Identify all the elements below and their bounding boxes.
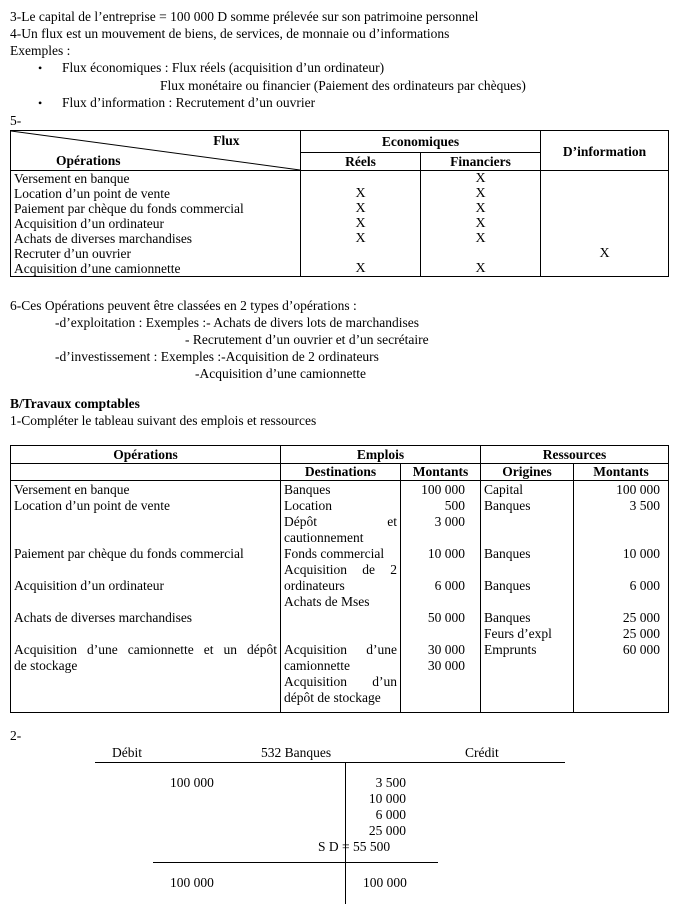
operations-header-label: Opérations	[56, 153, 121, 168]
operation-cell: Acquisition d’une camionnette	[11, 261, 301, 277]
t-account-top-rule	[95, 762, 565, 763]
economiques-header: Economiques	[301, 131, 541, 153]
montants-emplois-column-line	[404, 530, 477, 546]
classification-line: - Recrutement d’un ouvrier et d’un secrétaire	[185, 332, 429, 347]
operation-cell: Location d’un point de vente	[11, 186, 301, 201]
destinations-column	[281, 481, 401, 713]
origines-column-line	[484, 562, 570, 578]
flux-table-row	[11, 216, 669, 231]
debit-entry: 100 000	[170, 775, 214, 790]
operation-cell: Paiement par chèque du fonds commercial	[11, 201, 301, 216]
economic-flux-text: Flux économiques : Flux réels (acquisition d’un ordinateur)	[62, 60, 385, 75]
credit-total: 100 000	[363, 875, 407, 890]
operations-column-line	[14, 530, 277, 546]
operation-cell: Acquisition d’un ordinateur	[11, 216, 301, 231]
flux-mark-cell: X	[421, 201, 541, 216]
t-account-532-banques	[0, 744, 678, 904]
montants-ressources-column-line: 3 500	[629, 498, 661, 513]
montants-ressources-column-line	[577, 514, 665, 530]
montants-ressources-column-line	[577, 674, 665, 690]
emplois-table-header-row-2	[11, 464, 669, 481]
operations-column-line	[14, 674, 277, 690]
credit-entries	[348, 775, 406, 839]
operation-cell: Recruter d’un ouvrier	[11, 246, 301, 261]
flux-table-row	[11, 246, 669, 261]
montants-ressources-column-line	[577, 530, 665, 546]
montants-ressources-column-line: 100 000	[616, 482, 661, 497]
montants-emplois-column-line	[404, 626, 477, 642]
credit-label: Crédit	[465, 745, 499, 760]
montants-emplois-column-line: 50 000	[427, 610, 466, 625]
montants-emplois-column-line: 30 000	[427, 658, 466, 673]
destinations-column-line: Banques	[284, 482, 331, 497]
flux-header-label: Flux	[213, 133, 240, 148]
flux-mark-cell: X	[421, 261, 541, 277]
montants-emplois-header: Montants	[401, 464, 481, 481]
operations-column-line: Versement en banque	[14, 482, 130, 497]
flux-table-row	[11, 201, 669, 216]
operation-cell: Versement en banque	[11, 171, 301, 187]
flux-mark-cell: X	[301, 231, 421, 246]
examples-label: Exemples :	[10, 43, 71, 58]
classification-line: -d’investissement : Exemples :-Acquisition de 2 ordinateurs	[55, 349, 379, 364]
classification-section	[10, 297, 668, 382]
intro-line-4: 4-Un flux est un mouvement de biens, de services, de monnaie ou d’informations	[10, 26, 450, 41]
flux-mark-cell	[541, 186, 669, 201]
origines-column-line	[484, 674, 570, 690]
montants-emplois-column-line	[404, 690, 477, 706]
montants-emplois-column-line: 100 000	[421, 482, 466, 497]
operations-column-line	[14, 626, 277, 642]
operation-cell: Achats de diverses marchandises	[11, 231, 301, 246]
origines-header: Origines	[481, 464, 574, 481]
credit-total-rule	[346, 862, 438, 863]
destinations-header: Destinations	[281, 464, 401, 481]
classification-title: 6-Ces Opérations peuvent être classées en 2 types d’opérations :	[10, 298, 357, 313]
destinations-column-line: ordinateurs	[284, 578, 345, 593]
emplois-table-header-row-1	[11, 446, 669, 464]
emplois-ressources-table	[10, 445, 669, 713]
credit-entry: 25 000	[368, 823, 406, 838]
flux-mark-cell: X	[301, 261, 421, 277]
debit-total: 100 000	[170, 875, 214, 890]
montants-emplois-column-line: 3 000	[434, 514, 466, 529]
classification-lines	[10, 314, 668, 382]
flux-operations-header-cell	[11, 131, 301, 171]
ressources-header: Ressources	[481, 446, 669, 464]
operations-header: Opérations	[11, 446, 281, 464]
debit-entries	[170, 775, 214, 791]
origines-column-line	[484, 658, 570, 674]
destinations-column-line: Fonds commercial	[284, 546, 385, 561]
destinations-column-line: Acquisition d’un	[284, 674, 397, 689]
origines-column	[481, 481, 574, 713]
montants-ressources-column-line	[577, 658, 665, 674]
montants-emplois-column-line: 30 000	[427, 642, 466, 657]
destinations-column-line: cautionnement	[284, 530, 364, 545]
section-b-title: B/Travaux comptables	[10, 396, 140, 411]
bullet-icon: •	[38, 96, 43, 110]
emplois-table-body-row	[11, 481, 669, 713]
montants-ressources-column-line: 60 000	[622, 642, 661, 657]
montants-emplois-column-line	[404, 674, 477, 690]
montants-emplois-column-line	[404, 594, 477, 610]
operations-column-line	[14, 562, 277, 578]
bullet-icon: •	[38, 61, 43, 75]
destinations-column-line: Achats de Mses	[284, 594, 370, 609]
origines-column-line	[484, 514, 570, 530]
origines-column-line: Emprunts	[484, 642, 537, 657]
montants-ressources-column-line	[577, 594, 665, 610]
flux-table	[10, 130, 669, 277]
information-flux-text: Flux d’information : Recrutement d’un ouvrier	[62, 95, 316, 110]
flux-mark-cell: X	[541, 246, 669, 261]
section-b-subtitle: 1-Compléter le tableau suivant des emplois et ressources	[10, 413, 317, 428]
credit-entry: 10 000	[368, 791, 406, 806]
emplois-header: Emplois	[281, 446, 481, 464]
item-2-label: 2-	[10, 728, 22, 743]
t-account-divider	[345, 762, 346, 904]
flux-mark-cell	[541, 201, 669, 216]
montants-emplois-column-line: 10 000	[427, 546, 466, 561]
montants-emplois-column-line: 500	[444, 498, 466, 513]
montants-emplois-column-line	[404, 562, 477, 578]
credit-entry: 3 500	[375, 775, 406, 790]
montants-ressources-header: Montants	[574, 464, 669, 481]
flux-mark-cell	[421, 246, 541, 261]
credit-entry: 6 000	[375, 807, 406, 822]
diagonal-divider-line	[11, 131, 300, 170]
destinations-column-line: Dépôt et	[284, 514, 397, 529]
flux-mark-cell	[301, 171, 421, 187]
flux-mark-cell: X	[301, 201, 421, 216]
operations-column-line: Paiement par chèque du fonds commercial	[14, 546, 244, 561]
solde-debiteur: S D = 55 500	[318, 839, 391, 854]
classification-line: -d’exploitation : Exemples :- Achats de divers lots de marchandises	[55, 315, 420, 330]
flux-table-row	[11, 171, 669, 187]
monetary-flux-text: Flux monétaire ou financier (Paiement des ordinateurs par chèques)	[160, 78, 526, 93]
flux-table-body	[11, 171, 669, 277]
origines-column-line: Banques	[484, 578, 531, 593]
operations-header-spacer	[11, 464, 281, 481]
operations-column-line: Achats de diverses marchandises	[14, 610, 193, 625]
destinations-column-line	[284, 626, 397, 642]
dinformation-header: D’information	[541, 131, 669, 171]
flux-mark-cell: X	[301, 216, 421, 231]
flux-mark-cell: X	[421, 171, 541, 187]
montants-ressources-column-line: 25 000	[622, 626, 661, 641]
intro-line-3: 3-Le capital de l’entreprise = 100 000 D somme prélevée sur son patrimoine personnel	[10, 9, 479, 24]
financiers-header: Financiers	[421, 153, 541, 171]
montants-ressources-column-line: 6 000	[629, 578, 661, 593]
flux-mark-cell: X	[421, 231, 541, 246]
montants-emplois-column	[401, 481, 481, 713]
destinations-column-line: dépôt de stockage	[284, 690, 381, 705]
origines-column-line	[484, 594, 570, 610]
origines-column-line: Banques	[484, 498, 531, 513]
montants-ressources-column-line	[577, 562, 665, 578]
operations-column-line	[14, 594, 277, 610]
operations-column-line: Location d’un point de vente	[14, 498, 170, 513]
flux-mark-cell	[541, 231, 669, 246]
origines-column-line: Banques	[484, 546, 531, 561]
destinations-column-line	[284, 610, 397, 626]
bullet-item-economic-flux	[10, 59, 668, 77]
operations-column-line: de stockage	[14, 658, 78, 673]
flux-mark-cell	[301, 246, 421, 261]
origines-column-line: Banques	[484, 610, 531, 625]
montants-emplois-column-line: 6 000	[434, 578, 466, 593]
origines-column-line: Feurs d’expl	[484, 626, 552, 641]
flux-mark-cell	[541, 171, 669, 187]
flux-table-row	[11, 231, 669, 246]
destinations-column-line: Location	[284, 498, 332, 513]
flux-mark-cell: X	[421, 216, 541, 231]
destinations-column-line: Acquisition de 2	[284, 562, 397, 577]
origines-column-line	[484, 530, 570, 546]
operations-column-line: Acquisition d’un ordinateur	[14, 578, 164, 593]
montants-ressources-column-line: 25 000	[622, 610, 661, 625]
operations-column-line	[14, 514, 277, 530]
origines-column-line	[484, 690, 570, 706]
flux-mark-cell: X	[301, 186, 421, 201]
flux-table-header-row-1	[11, 131, 669, 153]
classification-line: -Acquisition d’une camionnette	[195, 366, 366, 381]
flux-mark-cell: X	[421, 186, 541, 201]
operations-column	[11, 481, 281, 713]
operations-column-line: Acquisition d’une camionnette et un dépôt	[14, 642, 277, 657]
operations-column-line	[14, 690, 277, 706]
destinations-column-line: camionnette	[284, 658, 350, 673]
item-5-label: 5-	[10, 113, 22, 128]
flux-mark-cell	[541, 216, 669, 231]
montants-ressources-column-line: 10 000	[622, 546, 661, 561]
debit-total-rule	[153, 862, 345, 863]
debit-label: Débit	[112, 745, 142, 760]
reels-header: Réels	[301, 153, 421, 171]
account-title: 532 Banques	[261, 745, 332, 760]
montants-ressources-column	[574, 481, 669, 713]
flux-table-row	[11, 261, 669, 277]
origines-column-line: Capital	[484, 482, 524, 497]
montants-ressources-column-line	[577, 690, 665, 706]
destinations-column-line: Acquisition d’une	[284, 642, 397, 657]
bullet-item-information-flux	[10, 94, 668, 112]
flux-table-row	[11, 186, 669, 201]
flux-mark-cell	[541, 261, 669, 277]
